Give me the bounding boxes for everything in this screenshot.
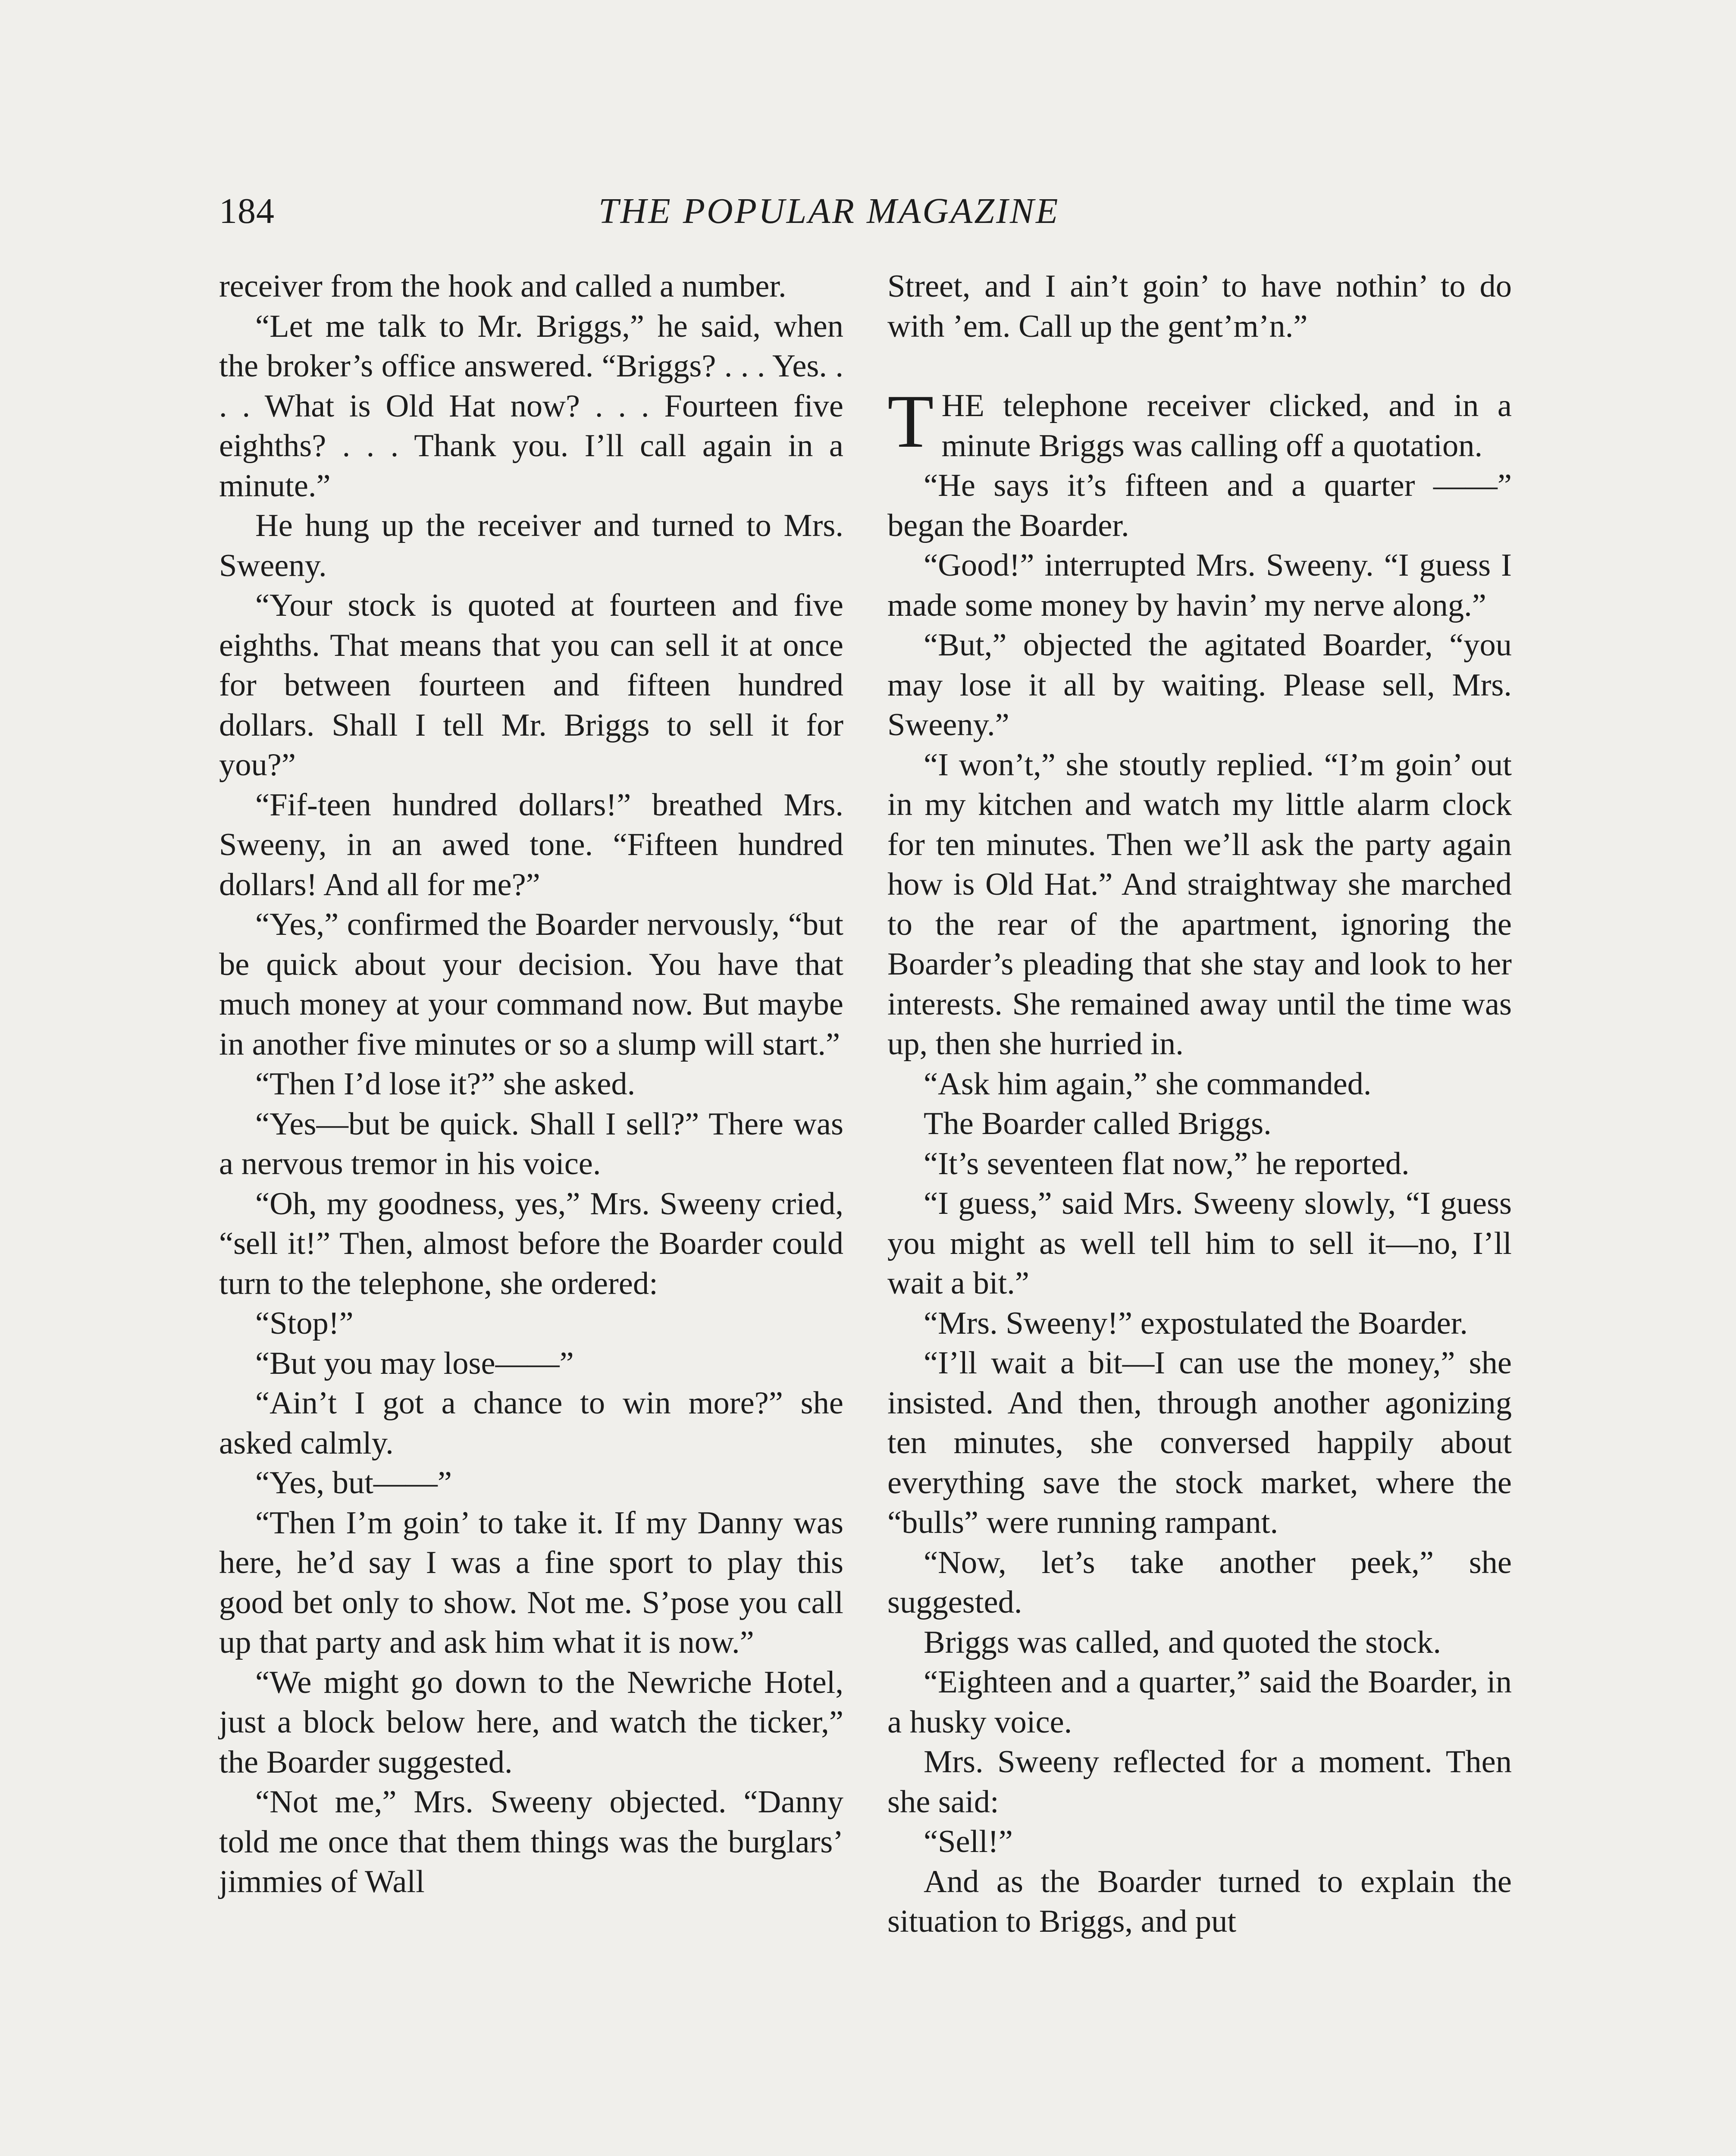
paragraph: “Now, let’s take another peek,” she suggested. [887,1545,1512,1620]
paragraph: “Then I’m goin’ to take it. If my Danny was here, he’d say I was a fine sport to play this good bet only to show. Not me. S’pose you call up that party and ask him what it is now.” [219,1505,843,1660]
paragraph: “Ain’t I got a chance to win more?” she asked calmly. [219,1385,843,1461]
paragraph: “Let me talk to Mr. Briggs,” he said, when the broker’s office answered. “Briggs? . . . Yes. . . . What is Old Hat now? . . . Fourteen five eighths? . . . Thank you. I’ll call again in a minute.” [219,308,843,504]
paragraph: “We might go down to the Newriche Hotel, just a block below here, and watch the ticker,” the Boarder suggested. [219,1664,843,1780]
paragraph: “I won’t,” she stoutly replied. “I’m goin’ out in my kitchen and watch my little alarm clock for ten minutes. Then we’ll ask the party again how is Old Hat.” And straightway she marched to the rear of the apartment, ignoring the Boarder’s pleading that she stay and look to her interests. She remained away until the time was up, then she hurried in. [887,747,1512,1062]
paragraph: “But you may lose——” [255,1345,574,1381]
paragraph: “Mrs. Sweeny!” expostulated the Boarder. [924,1305,1468,1341]
paragraph: “Ask him again,” she commanded. [924,1066,1372,1102]
paragraph: “Fif-teen hundred dollars!” breathed Mrs. Sweeny, in an awed tone. “Fifteen hundred dollars! And all for me?” [219,787,843,903]
paragraph: He hung up the receiver and turned to Mrs. Sweeny. [219,508,843,583]
magazine-title: THE POPULAR MAGAZINE [599,191,1060,231]
paragraph: “But,” objected the agitated Boarder, “you may lose it all by waiting. Please sell, Mrs. Sweeny.” [887,627,1512,743]
left-text-column [219,266,843,1902]
right-text-column [887,266,1512,1942]
running-head [219,185,1513,237]
paragraph: “Eighteen and a quarter,” said the Boarder, in a husky voice. [887,1664,1512,1740]
paragraph: “Your stock is quoted at fourteen and five eighths. That means that you can sell it at once for between fourteen and fifteen hundred dollars. Shall I tell Mr. Briggs to sell it for you?” [219,588,843,783]
paragraph: “Sell!” [924,1824,1013,1859]
paragraph: Briggs was called, and quoted the stock. [924,1624,1441,1660]
paragraph: “I’ll wait a bit—I can use the money,” she insisted. And then, through another agonizing ten minutes, she conversed happily about everything save the stock market, where the “bulls” were running rampant. [887,1345,1512,1540]
paragraph: “Yes, but——” [255,1465,452,1501]
drop-cap-letter: T [887,379,934,464]
paragraph: And as the Boarder turned to explain the situation to Briggs, and put [887,1864,1512,1939]
paragraph: The Boarder called Briggs. [924,1106,1272,1141]
paragraph: “He says it’s fifteen and a quarter ——” began the Boarder. [887,468,1512,543]
paragraph: Street, and I ain’t goin’ to have nothin’ to do with ’em. Call up the gent’m’n.” [887,269,1512,344]
paragraph: “Then I’d lose it?” she asked. [255,1066,636,1102]
dropcap-paragraph [887,379,1512,466]
paragraph: “It’s seventeen flat now,” he reported. [924,1146,1410,1181]
dropcap-paragraph-text: HE telephone receiver clicked, and in a minute Briggs was calling off a quotation. [941,388,1512,464]
section-break [887,346,1512,386]
paragraph: “Oh, my goodness, yes,” Mrs. Sweeny cried, “sell it!” Then, almost before the Boarder could turn to the telephone, she ordered: [219,1186,843,1301]
paragraph: “Stop!” [255,1306,354,1341]
paragraph: Mrs. Sweeny reflected for a moment. Then she said: [887,1744,1512,1820]
paragraph: receiver from the hook and called a number. [219,269,787,304]
paragraph: “I guess,” said Mrs. Sweeny slowly, “I guess you might as well tell him to sell it—no, I’ll wait a bit.” [887,1186,1512,1301]
paragraph: “Good!” interrupted Mrs. Sweeny. “I guess I made some money by havin’ my nerve along.” [887,548,1512,623]
page-number: 184 [219,191,275,231]
paragraph: “Yes,” confirmed the Boarder nervously, “but be quick about your decision. You have that much money at your command now. But maybe in another five minutes or so a slump will start.” [219,907,843,1062]
paragraph: “Yes—but be quick. Shall I sell?” There was a nervous tremor in his voice. [219,1106,843,1181]
paragraph: “Not me,” Mrs. Sweeny objected. “Danny told me once that them things was the burglars’ jimmies of Wall [219,1784,843,1899]
